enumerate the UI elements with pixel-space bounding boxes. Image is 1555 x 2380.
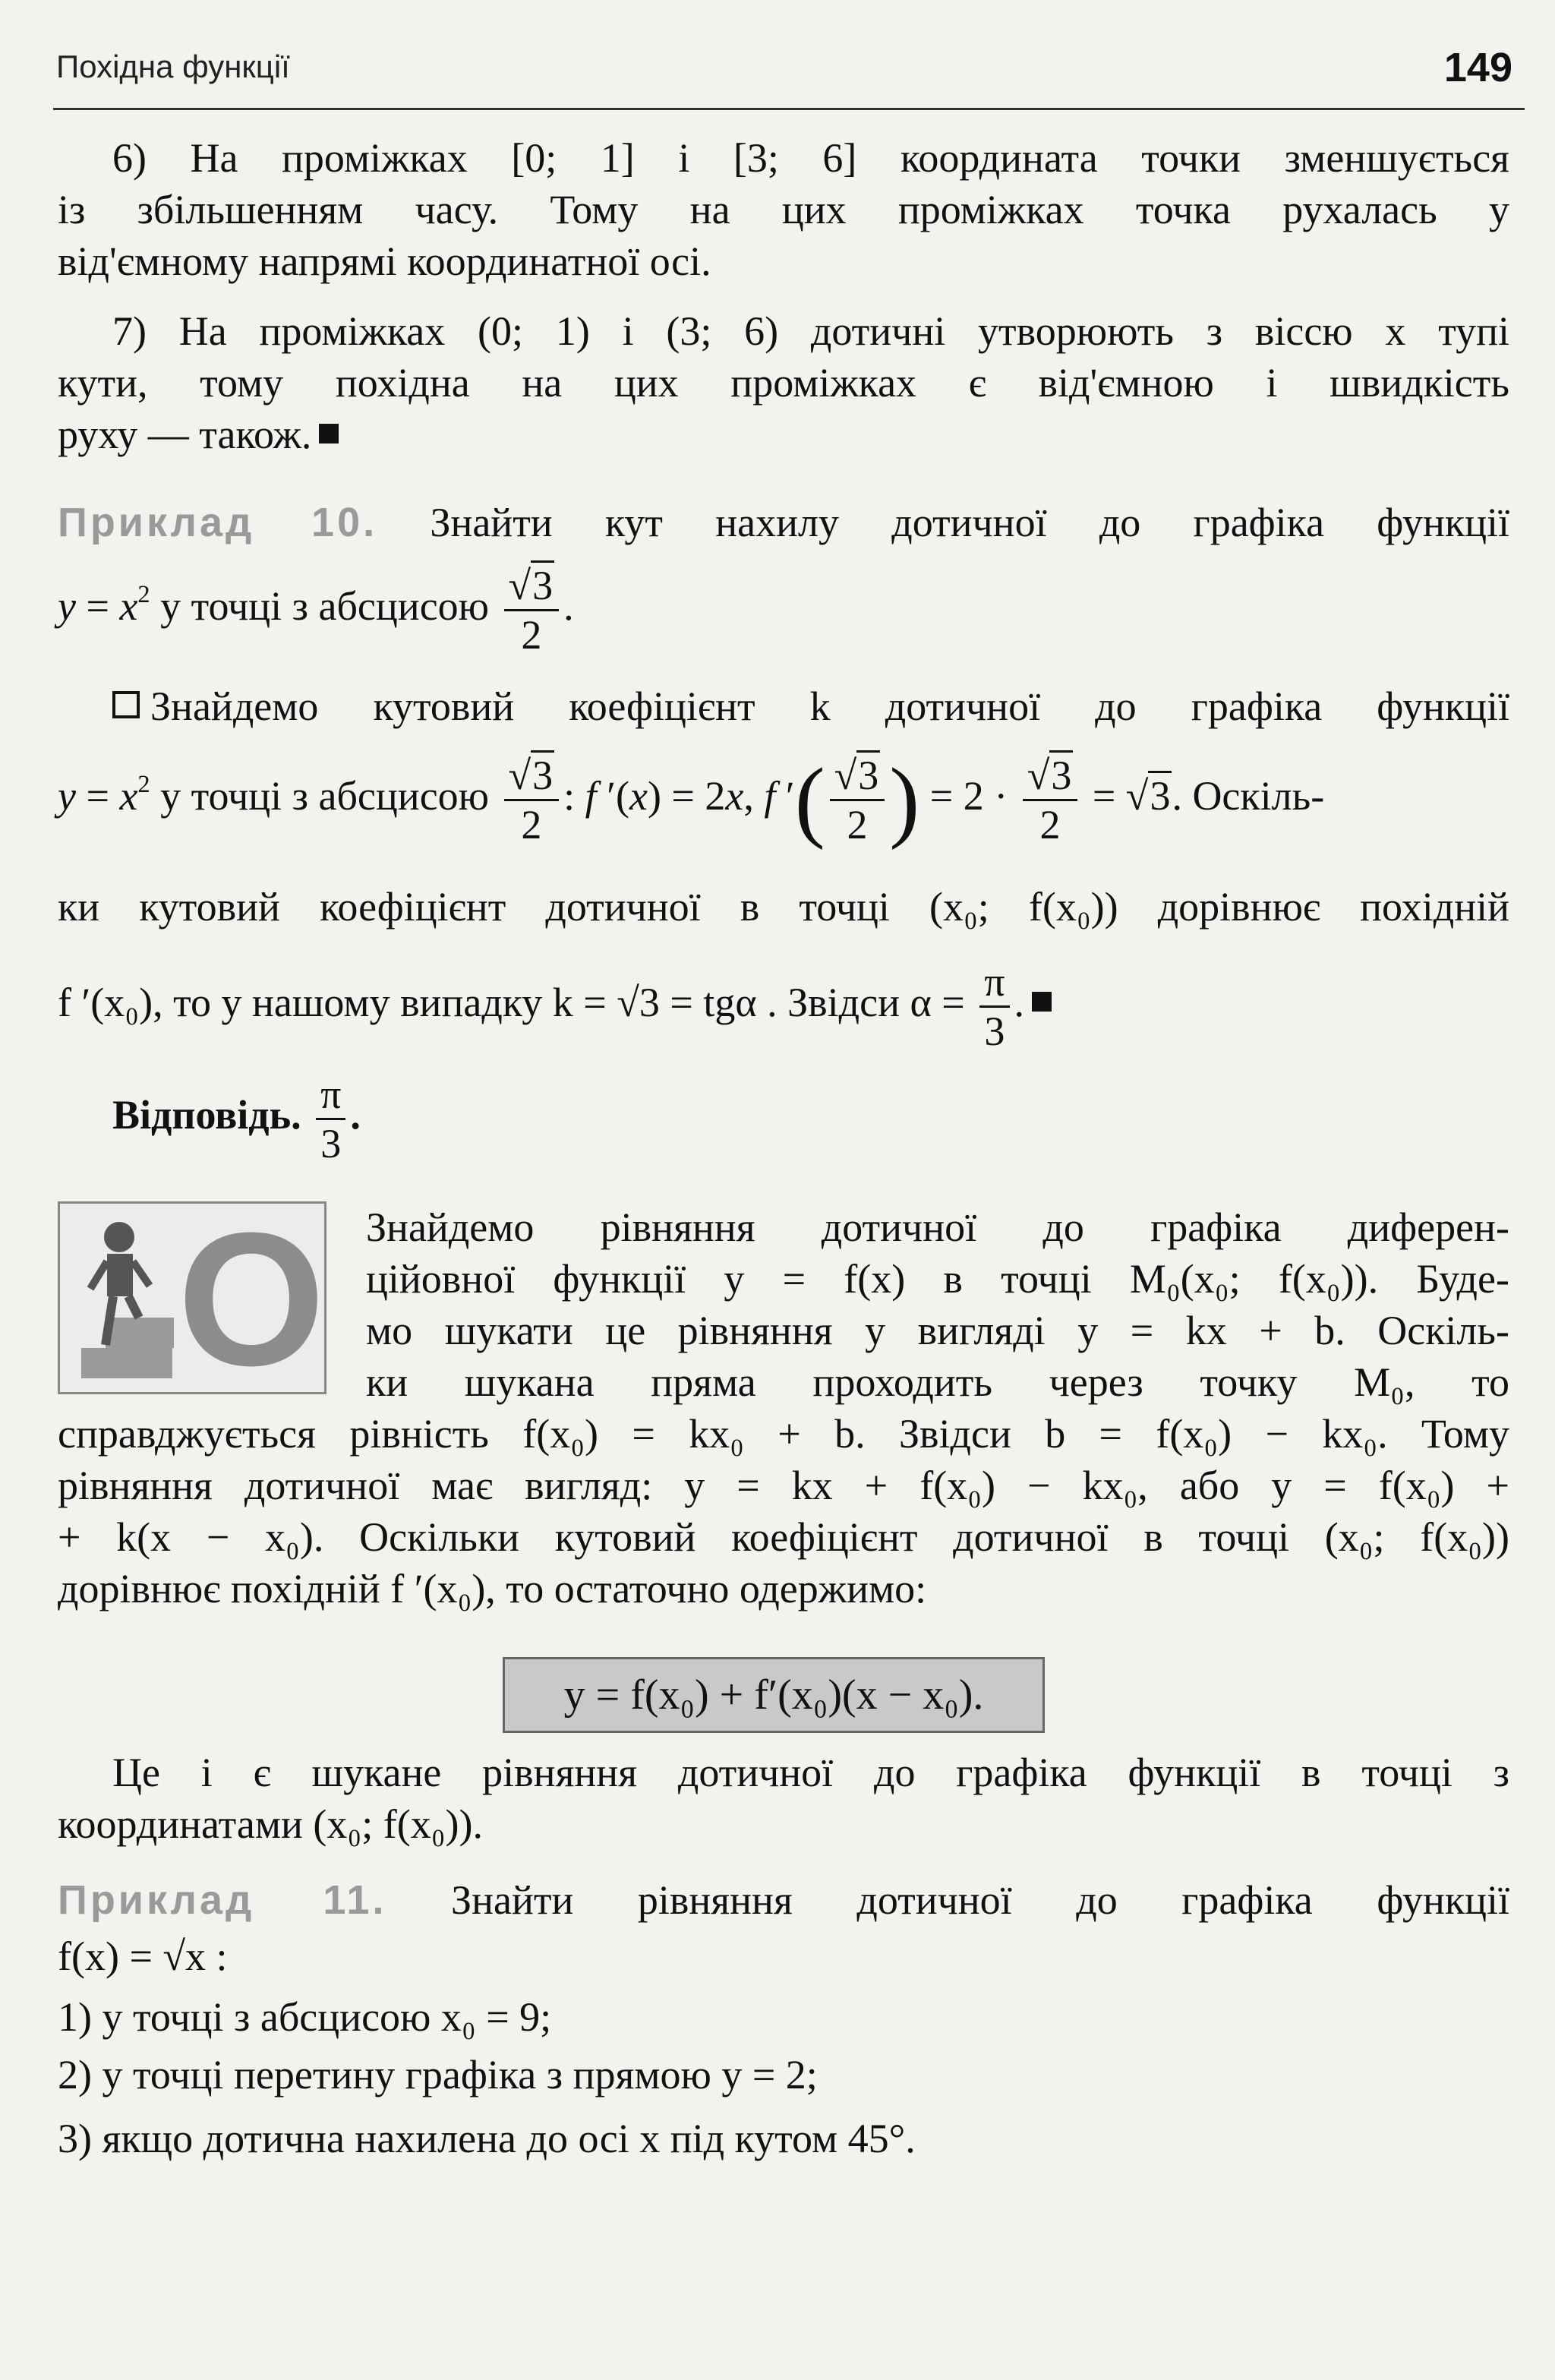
theory-line: Це і є шукане рівняння дотичної до графіка функції в точці з: [112, 1750, 1509, 1795]
example-10-heading: [58, 498, 1509, 547]
text-line: [58, 410, 1509, 459]
theory-line: + k(x − x₀). Оскільки кутовий коефіцієнт дотичної в точці (x₀; f(x₀)): [58, 1514, 1509, 1560]
fraction-pi-over-3: $\frac{\pi}{3}$: [979, 958, 1009, 1055]
example-11-heading: [58, 1876, 1509, 1924]
theory-line: ки шукана пряма проходить через точку M₀, то: [366, 1359, 1509, 1405]
end-of-proof-icon: [319, 424, 339, 443]
text-fragment: Знайдемо кутовий коефіцієнт k дотичної до графіка функції: [150, 683, 1509, 729]
theory-line: рівняння дотичної має вигляд: y = kx + f(x₀) − kx₀, або y = f(x₀) +: [58, 1463, 1509, 1508]
fraction-sqrt3-over-2: $\frac{√3}{2}$: [830, 752, 885, 848]
solution-derivative-line: $y = x^2$ у точці з абсцисою $\frac{√3}{2}$ : f ′(x) = 2x, f ′( $\frac{√3}{2}$ ) = 2 · $\frac{√3}{2}$ = √3. Оскіль-: [58, 749, 1325, 851]
theory-line: справджується рівність f(x₀) = kx₀ + b. Звідси b = f(x₀) − kx₀. Тому: [58, 1411, 1509, 1457]
text-line: 6) На проміжках [0; 1] і [3; 6] координата точки зменшується: [112, 135, 1509, 181]
fraction-sqrt3-over-2: $\frac{√3}{2}$: [504, 752, 560, 848]
example-11-item: 1) у точці з абсцисою x₀ = 9;: [58, 1994, 552, 2040]
text-fragment: руху — також.: [58, 412, 312, 457]
example-task: Знайти рівняння дотичної до графіка функції: [451, 1877, 1510, 1923]
text-fragment: . Оскіль-: [1172, 772, 1325, 819]
example-10-function: $y = x^2$ у точці з абсцисою $\frac{√3}{2}$ .: [58, 562, 1509, 658]
theory-line: ційовної функції y = f(x) в точці M₀(x₀; f(x₀)). Буде-: [366, 1256, 1509, 1302]
end-of-proof-icon: [1032, 992, 1052, 1012]
text-line: кути, тому похідна на цих проміжках є від'ємною і швидкість: [58, 360, 1509, 406]
fraction-sqrt3-over-2: $\frac{√3}{2}$: [504, 562, 560, 658]
person-on-pedestal-icon: [60, 1204, 324, 1392]
svg-text:O: O: [177, 1204, 324, 1392]
running-header-title: Похідна функції: [56, 49, 290, 84]
theory-line: Знайдемо рівняння дотичної до графіка диферен-: [366, 1204, 1509, 1250]
example-label: Приклад 10.: [58, 500, 378, 545]
answer-line: Відповідь. $\frac{\pi}{3}$ .: [112, 1072, 361, 1166]
example-11-function: f(x) = √x :: [58, 1933, 228, 1979]
fraction-sqrt3-over-2: $\frac{√3}{2}$: [1023, 752, 1078, 848]
solution-line: ки кутовий коефіцієнт дотичної в точці (x₀; f(x₀)) дорівнює похідній: [58, 884, 1509, 930]
theory-icon: [58, 1201, 326, 1394]
header-rule: [53, 108, 1525, 110]
theory-line: дорівнює похідній f ′(x₀), то остаточно одержимо:: [58, 1566, 927, 1611]
text-line: 7) На проміжках (0; 1) і (3; 6) дотичні утворюють з віссю x тупі: [112, 308, 1509, 354]
solution-line: f ′(x₀), то у нашому випадку k = √3 = tgα . Звідси α = $\frac{\pi}{3}$ .: [58, 958, 1509, 1055]
fraction-pi-over-3: $\frac{\pi}{3}$: [316, 1071, 345, 1167]
text-line: із збільшенням часу. Тому на цих проміжках точка рухалась у: [58, 187, 1509, 232]
theory-line: мо шукати це рівняння у вигляді y = kx + b. Оскіль-: [366, 1308, 1509, 1353]
text-line: від'ємному напрямі координатної осі.: [58, 238, 711, 284]
start-of-solution-icon: [112, 691, 140, 718]
answer-label: Відповідь.: [112, 1091, 301, 1138]
example-task: Знайти кут нахилу дотичної до графіка функції: [430, 500, 1509, 545]
example-11-item: 2) у точці перетину графіка з прямою y = 2;: [58, 2052, 818, 2097]
text-fragment: у точці з абсцисою: [160, 772, 490, 819]
theory-line: координатами (x₀; f(x₀)).: [58, 1801, 483, 1847]
solution-line: [58, 682, 1509, 731]
example-11-item: 3) якщо дотична нахилена до осі x під кутом 45°.: [58, 2116, 916, 2161]
tangent-equation-formula: y = f(x₀) + f′(x₀)(x − x₀).: [503, 1657, 1045, 1733]
page-number: 149: [1443, 45, 1512, 90]
text-fragment: у точці з абсцисою: [160, 582, 490, 629]
example-label: Приклад 11.: [58, 1877, 387, 1923]
text-fragment: f ′(x₀), то у нашому випадку k = √3 = tgα . Звідси α =: [58, 979, 965, 1025]
